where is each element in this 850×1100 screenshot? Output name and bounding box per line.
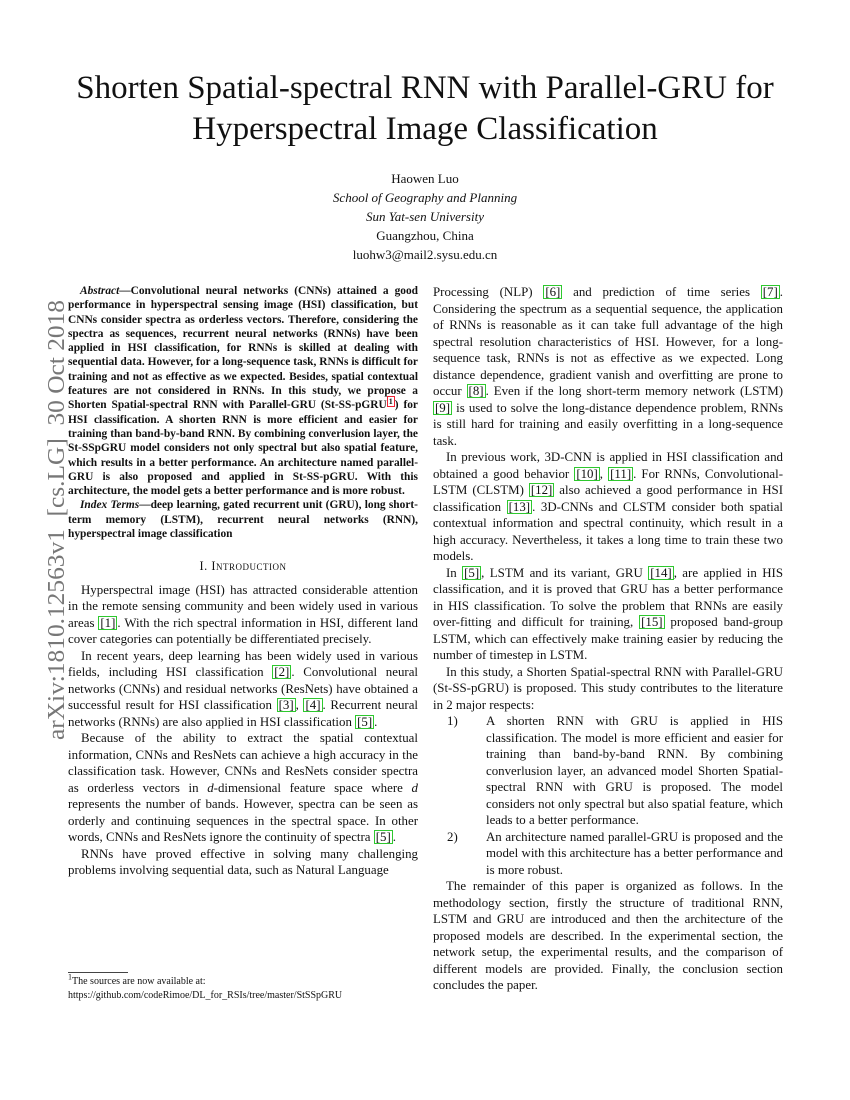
author-school: School of Geography and Planning bbox=[332, 190, 518, 205]
list-item-number: 2) bbox=[447, 829, 458, 844]
footnote-rule bbox=[68, 972, 128, 973]
text-run: . 3D-CNNs and CLSTM consider both spatial contextual information and spectral continuity, which result in a high accuracy. Nevertheless, it takes a long time to train these two models. bbox=[433, 499, 783, 563]
right-column bbox=[433, 284, 783, 994]
text-run: In bbox=[446, 565, 463, 580]
arxiv-stamp-text: arXiv:1810.12563v1 [cs.LG] 30 Oct 2018 bbox=[44, 324, 70, 740]
text-run: represents the number of bands. However, spectra can be seen as orderly and continuing sequences in the spectral space. In other words, CNNs and ResNets ignore the continuity of spectra bbox=[68, 797, 418, 845]
author-block bbox=[200, 169, 650, 264]
index-terms bbox=[68, 498, 418, 541]
text-run: In recent years, deep learning has been widely used in various fields, including HSI classification bbox=[68, 648, 418, 680]
author-name: Haowen Luo bbox=[391, 171, 459, 186]
list-item-text: An architecture named parallel-GRU is proposed and the model with this architecture has a better performance and is more robust. bbox=[486, 829, 783, 877]
right-paragraph-5: The remainder of this paper is organized as follows. In the methodology section, firstly the structure of traditional RNN, LSTM and GRU are introduced and then the architecture of the proposed models are described. In the experimental section, the network setup, the experimental results, and the comparison of different models are provided. Finally, the conclusion section concludes the paper. bbox=[433, 879, 783, 992]
right-paragraph-4: In this study, a Shorten Spatial-spectral RNN with Parallel-GRU (St-SS-pGRU) is proposed. This study contributes to the literature in 2 major respects: bbox=[433, 664, 783, 712]
text-run: is used to solve the long-distance dependence problem, RNNs is still hard for training and easily overfitting in a long-sequence task. bbox=[433, 400, 783, 448]
abstract bbox=[68, 284, 418, 498]
right-paragraph-2 bbox=[433, 449, 783, 565]
intro-paragraph-1 bbox=[68, 582, 418, 648]
text-run: -dimensional feature space where bbox=[213, 780, 412, 795]
citation-link[interactable]: [13] bbox=[508, 499, 531, 514]
math-variable: d bbox=[411, 780, 418, 795]
text-run: Processing (NLP) bbox=[433, 285, 544, 299]
left-column bbox=[68, 284, 418, 879]
citation-link[interactable]: [5] bbox=[375, 830, 391, 845]
text-run: Hyperspectral image (HSI) has attracted considerable attention in the remote sensing community and been widely used in various areas bbox=[68, 582, 418, 630]
citation-link[interactable]: [10] bbox=[576, 466, 598, 481]
contribution-list bbox=[433, 713, 783, 878]
footnote-text: The sources are now available at: bbox=[72, 976, 206, 987]
text-run: , bbox=[295, 698, 304, 713]
text-run: , bbox=[599, 466, 609, 481]
footnote-url[interactable]: https://github.com/codeRimoe/DL_for_RSIs/tree/master/StSSpGRU bbox=[68, 990, 343, 1001]
footnote-line-1 bbox=[68, 972, 428, 989]
intro-paragraph-4: RNNs have proved effective in solving many challenging problems involving sequential data, such as Natural Language bbox=[68, 846, 418, 878]
section-title: Introduction bbox=[211, 559, 287, 574]
footnote bbox=[68, 972, 428, 1003]
list-item-text: A shorten RNN with GRU is applied in HIS classification. The model is more efficient and easier for training than band-by-band RNN. By combining converlusion layer, an advanced model Shorten Spatial-spectral RNN with GRU is proposed. The model considers not only spectral but also spatial feature, which leads to a better performance. bbox=[486, 714, 783, 827]
abstract-lead: Abstract bbox=[80, 285, 120, 297]
abstract-text-2: ) for HSI classification. A shorten RNN is more efficient and easier for training than band-by-band RNN. By combining converlusion layer, the St-SSpGRU model considers not only spectral but also spatial feature, which results in a better performance. An architecture named parallel-GRU is also proposed and applied in St-SS-pGRU. With this architecture, the model gets a better performance and is more robust. bbox=[68, 399, 418, 498]
citation-link[interactable]: [15] bbox=[641, 615, 663, 629]
right-paragraph-3 bbox=[433, 565, 783, 664]
text-run: proposed band-group LSTM, which can effectively make training easier by reducing the number of timestep in LSTM. bbox=[433, 615, 783, 662]
index-terms-lead: Index Terms bbox=[80, 499, 140, 512]
citation-link[interactable]: [1] bbox=[100, 615, 116, 630]
citation-link[interactable]: [8] bbox=[468, 384, 484, 398]
citation-link[interactable]: [5] bbox=[464, 565, 480, 580]
citation-link[interactable]: [2] bbox=[274, 665, 290, 680]
text-run: . Convolutional neural networks (CNNs) and residual networks (ResNets) have obtained a successful result for HSI classification bbox=[68, 665, 418, 713]
text-run: and prediction of time series bbox=[562, 285, 761, 299]
math-variable: d bbox=[207, 780, 214, 795]
footnote-number: 1 bbox=[68, 972, 72, 982]
text-run: . Recurrent neural networks (RNNs) are also applied in HSI classification bbox=[68, 698, 419, 729]
section-heading-introduction bbox=[68, 558, 418, 575]
section-numeral: I. bbox=[199, 559, 208, 574]
citation-link[interactable]: [5] bbox=[357, 714, 373, 729]
text-run: . For RNNs, Convolutional-LSTM (CLSTM) bbox=[433, 466, 783, 497]
abstract-text-1: —Convolutional neural networks (CNNs) attained a good performance in hyperspectral sensing image (HSI) classification, but CNNs consider spectra as orderless vectors. Therefore, considering the spectra as sequences, recurrent neural networks (RNNs) have been applied in HSI classification, for RNNs is skilled at dealing with sequential data. However, for a long-sequence task, RNNs is difficult for training and not as effective as we expected. Besides, spatial contextual features are not considered in RNNs. In this study, we propose a Shorten Spatial-spectral RNN with Parallel-GRU (St-SS-pGRU bbox=[68, 285, 418, 412]
text-run: . Even if the long short-term memory network (LSTM) bbox=[485, 384, 783, 398]
footnote-marker[interactable]: 1 bbox=[388, 396, 393, 406]
citation-link[interactable]: [14] bbox=[650, 565, 672, 580]
list-item bbox=[433, 829, 783, 879]
text-run: also achieved a good performance in HSI classification bbox=[433, 483, 784, 514]
citation-link[interactable]: [6] bbox=[545, 285, 561, 299]
paper-title-line-1: Shorten Spatial-spectral RNN with Parallel-GRU for bbox=[76, 70, 774, 106]
text-run: In previous work, 3D-CNN is applied in HSI classification and obtained a good behavior bbox=[433, 450, 783, 481]
paper-title bbox=[40, 68, 810, 150]
citation-link[interactable]: [4] bbox=[305, 698, 321, 713]
text-run: , are applied in HIS classification, and it is proved that GRU has a better performance in HIS classification. To solve the problem that RNNs are easily over-fitting and difficult for training, bbox=[433, 565, 783, 629]
citation-link[interactable]: [12] bbox=[530, 483, 553, 497]
citation-link[interactable]: [3] bbox=[278, 698, 294, 713]
author-email: luohw3@mail2.sysu.edu.cn bbox=[352, 247, 498, 262]
list-item bbox=[433, 713, 783, 829]
author-university: Sun Yat-sen University bbox=[366, 209, 484, 224]
text-run: , LSTM and its variant, GRU bbox=[481, 565, 649, 580]
text-run: . Considering the spectrum as a sequential sequence, the application of RNNs is reasonable as it can take full advantage of the high spectral resolution characteristics of HSI. However, for a long-sequence task, RNNs is not as effective as we expected. Long distance dependence, gradient vanish and overfitting are prone to occur bbox=[433, 285, 783, 398]
list-item-number: 1) bbox=[447, 714, 458, 728]
right-paragraph-1 bbox=[433, 284, 783, 449]
citation-link[interactable]: [9] bbox=[435, 400, 451, 415]
text-run: . bbox=[374, 714, 378, 729]
index-terms-text: —deep learning, gated recurrent unit (GRU), long short-term memory (LSTM), recurrent neural networks (RNN), hyperspectral image classification bbox=[68, 499, 418, 541]
author-location: Guangzhou, China bbox=[376, 228, 474, 243]
citation-link[interactable]: [11] bbox=[610, 466, 632, 481]
citation-link[interactable]: [7] bbox=[762, 285, 778, 299]
text-run: Because of the ability to extract the spatial contextual information, CNNs and ResNets can achieve a high accuracy in the classification task. However, CNNs and ResNets consider spectra as orderless vectors in bbox=[68, 731, 418, 795]
text-run: . bbox=[392, 830, 397, 845]
paper-title-line-2: Hyperspectral Image Classification bbox=[192, 111, 658, 147]
intro-paragraph-2 bbox=[68, 648, 418, 731]
intro-paragraph-3 bbox=[68, 730, 418, 846]
text-run: . With the rich spectral information in HSI, different land cover categories can potentially be differentiated precisely. bbox=[68, 615, 418, 647]
